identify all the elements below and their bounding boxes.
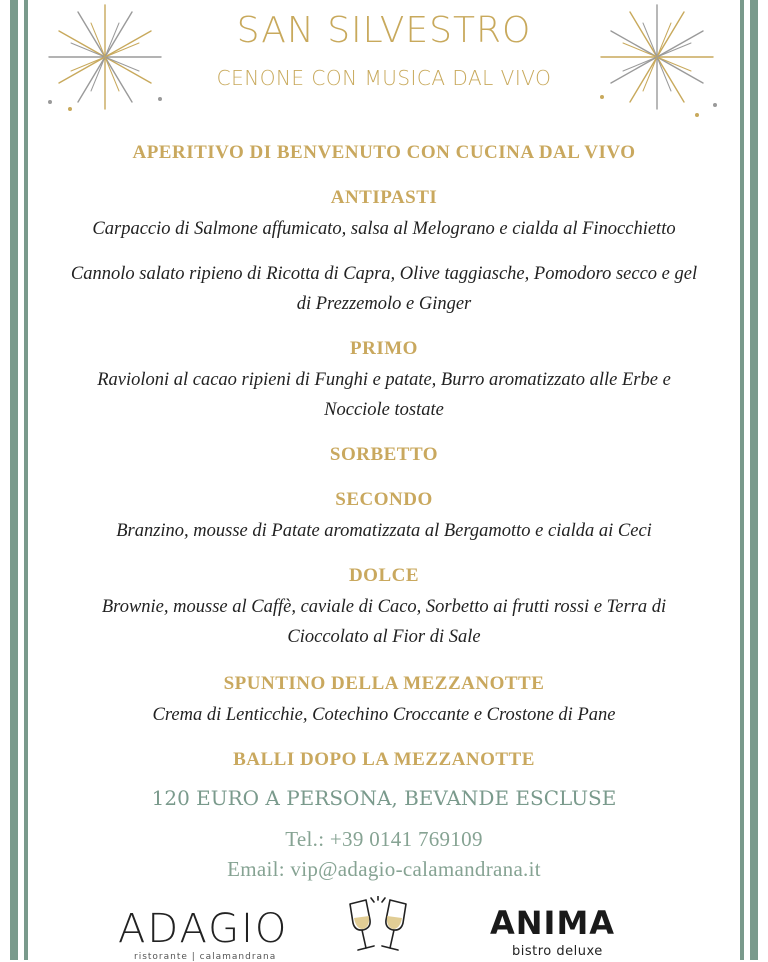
- contact-phone: Tel.: +39 0141 769109: [285, 827, 483, 851]
- dolce-heading: DOLCE: [348, 565, 420, 586]
- champagne-glasses-icon: [336, 896, 420, 960]
- sorbetto-heading: SORBETTO: [329, 444, 439, 465]
- right-border-stripe-outer: [750, 0, 758, 960]
- secondo-heading: SECONDO: [335, 489, 433, 510]
- dolce-dish-line-1: Brownie, mousse al Caffè, caviale di Caco, Sorbetto ai frutti rossi e Terra di: [101, 597, 667, 617]
- event-title: SAN SILVESTRO: [236, 10, 532, 51]
- left-border-stripe-outer: [10, 0, 18, 960]
- anima-logo: ANIMA: [490, 904, 616, 942]
- event-subtitle: CENONE CON MUSICA DAL VIVO: [216, 66, 552, 90]
- anima-logo-subtitle: bistro deluxe: [512, 944, 603, 959]
- balli-heading: BALLI DOPO LA MEZZANOTTE: [233, 749, 535, 770]
- left-border-stripe-inner: [24, 0, 28, 960]
- antipasti-dish-2-line-2: di Prezzemolo e Ginger: [296, 294, 472, 314]
- right-border-stripe-inner: [740, 0, 744, 960]
- aperitivo-heading: APERITIVO DI BENVENUTO CON CUCINA DAL VIVO: [132, 142, 636, 163]
- adagio-logo: ADAGIO: [118, 906, 289, 952]
- spuntino-heading: SPUNTINO DELLA MEZZANOTTE: [223, 673, 545, 694]
- adagio-logo-subtitle: ristorante | calamandrana: [134, 952, 277, 962]
- spuntino-dish: Crema di Lenticchie, Cotechino Croccante e Crostone di Pane: [152, 705, 616, 725]
- primo-heading: PRIMO: [350, 338, 418, 359]
- antipasti-dish-1: Carpaccio di Salmone affumicato, salsa al Melograno e cialda al Finocchietto: [92, 219, 676, 239]
- antipasti-heading: ANTIPASTI: [330, 187, 438, 208]
- secondo-dish: Branzino, mousse di Patate aromatizzata al Bergamotto e cialda ai Ceci: [116, 521, 652, 541]
- price-text: 120 EURO A PERSONA, BEVANDE ESCLUSE: [151, 786, 617, 810]
- dolce-dish-line-2: Cioccolato al Fior di Sale: [287, 627, 481, 647]
- primo-dish-line-2: Nocciole tostate: [324, 400, 444, 420]
- contact-email: Email: vip@adagio-calamandrana.it: [227, 857, 541, 881]
- antipasti-dish-2-line-1: Cannolo salato ripieno di Ricotta di Capra, Olive taggiasche, Pomodoro secco e gel: [70, 264, 698, 284]
- primo-dish-line-1: Ravioloni al cacao ripieni di Funghi e patate, Burro aromatizzato alle Erbe e: [97, 370, 671, 390]
